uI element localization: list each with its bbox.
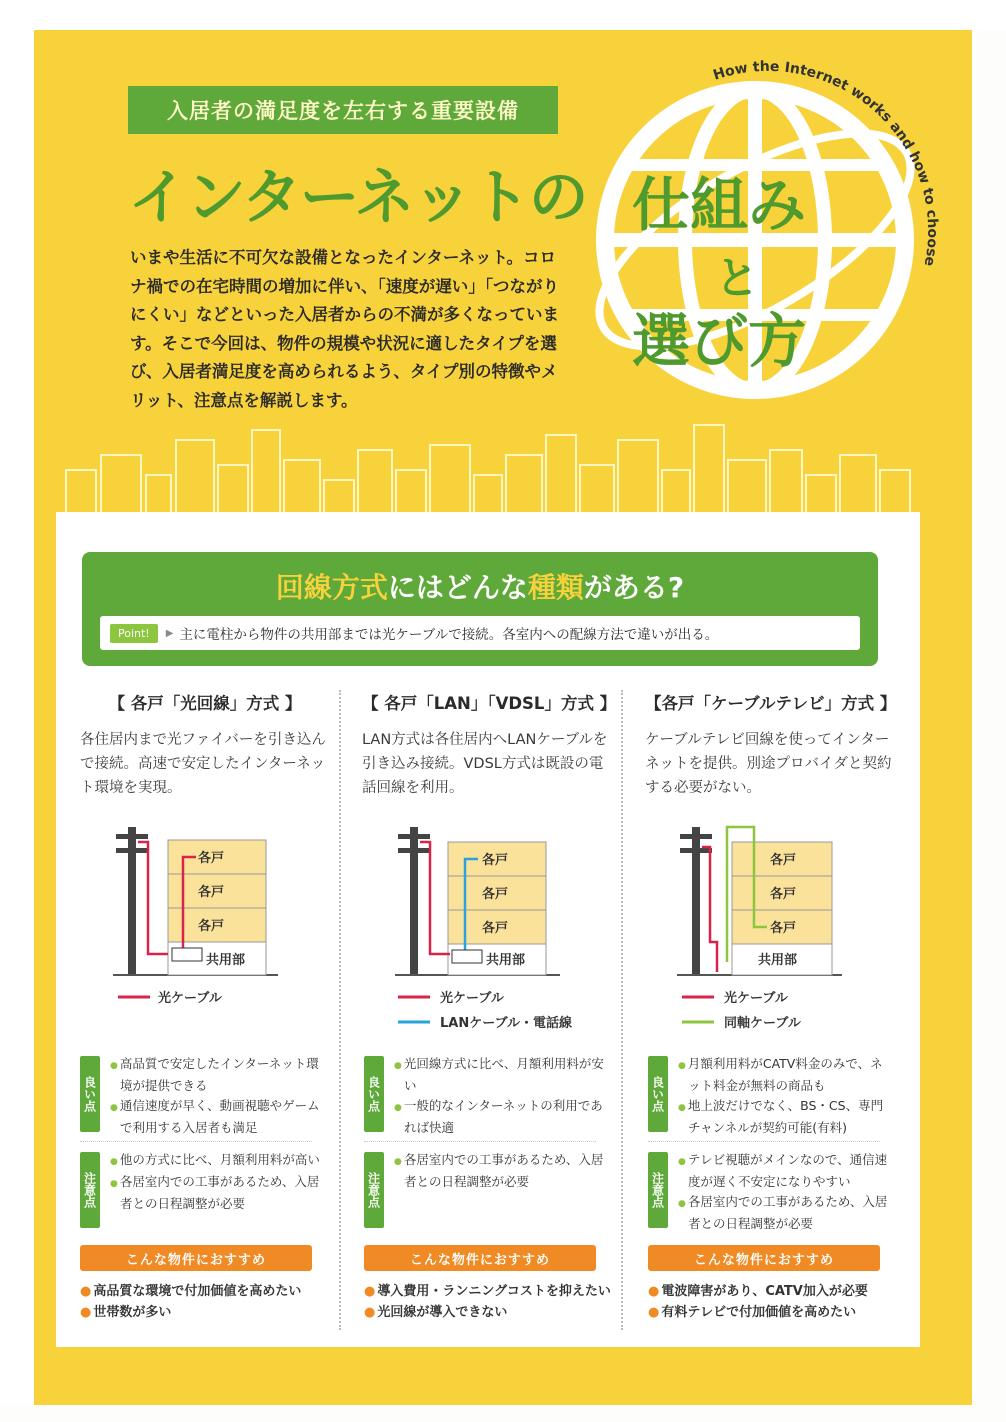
main-title: インターネットの bbox=[128, 163, 587, 233]
recommend-item: ● 有料テレビで付加価値を高めたい bbox=[648, 1302, 868, 1323]
caution-points-fiber bbox=[80, 1150, 320, 1214]
section-header bbox=[82, 552, 878, 666]
floor-label: 各戸 bbox=[770, 921, 797, 936]
good-tag: 良い点 bbox=[648, 1056, 668, 1132]
floor-label: 各戸 bbox=[482, 853, 509, 868]
floor-label: 各戸 bbox=[198, 885, 225, 900]
caution-point: ● テレビ視聴がメインなので、通信速度が遅く不安定になりやすい bbox=[678, 1150, 888, 1192]
floor-label: 各戸 bbox=[770, 887, 797, 902]
column-description: ケーブルテレビ回線を使ってインターネットを提供。別途プロバイダと契約する必要がない。 bbox=[645, 732, 892, 796]
caution-point: ● 各居室内での工事があるため、入居者との日程調整が必要 bbox=[394, 1150, 604, 1192]
recommend-item: ● 光回線が導入できない bbox=[364, 1302, 611, 1323]
separator bbox=[364, 1141, 596, 1142]
city-skyline-decoration bbox=[56, 420, 920, 515]
common-area-label: 共用部 bbox=[758, 953, 798, 968]
legend-label: 光ケーブル bbox=[724, 991, 788, 1006]
caution-tag: 注意点 bbox=[364, 1152, 384, 1228]
caution-tag: 注意点 bbox=[80, 1152, 100, 1228]
good-point: ● 高品質で安定したインターネット環境が提供できる bbox=[110, 1054, 320, 1096]
recommend-bar: こんな物件におすすめ bbox=[648, 1245, 880, 1271]
floor-label: 各戸 bbox=[198, 919, 225, 934]
section-title bbox=[82, 566, 878, 606]
good-points-fiber bbox=[80, 1054, 320, 1138]
recommend-list bbox=[80, 1281, 301, 1323]
separator bbox=[648, 1141, 880, 1142]
good-points-lan bbox=[364, 1054, 604, 1138]
intro-paragraph: いまや生活に不可欠な設備となったインターネット。コロナ禍での在宅時間の増加に伴い、「速度が遅い」「つながりにくい」などといった入居者からの不満が多くなっています。そこで今回は、物件の規模や状況に適したタイプを選び、入居者満足度を高められるよう、タイプ別の特徴やメリット、注意点を解説します。 bbox=[130, 248, 559, 410]
caution-points-lan bbox=[364, 1150, 604, 1208]
good-point: ● 通信速度が早く、動画視聴やゲームで利用する入居者も満足 bbox=[110, 1096, 320, 1138]
recommend-item: ● 高品質な環境で付加価値を高めたい bbox=[80, 1281, 301, 1302]
point-row bbox=[100, 616, 860, 650]
column-divider bbox=[621, 690, 623, 1330]
column-cable-tv bbox=[645, 690, 895, 800]
common-area-label: 共用部 bbox=[486, 953, 526, 968]
common-area-label: 共用部 bbox=[206, 953, 246, 968]
subtitle-text: 入居者の満足度を左右する重要設備 bbox=[167, 99, 519, 123]
caution-point: ● 各居室内での工事があるため、入居者との日程調整が必要 bbox=[110, 1172, 320, 1214]
point-text: 主に電柱から物件の共用部までは光ケーブルで接続。各室内への配線方法で違いが出る。 bbox=[179, 627, 719, 643]
side-title-2: と bbox=[715, 253, 759, 304]
good-tag: 良い点 bbox=[80, 1056, 100, 1132]
legend-label: 光ケーブル bbox=[158, 991, 222, 1006]
recommend-bar: こんな物件におすすめ bbox=[364, 1245, 596, 1271]
floor-label: 各戸 bbox=[482, 887, 509, 902]
recommend-item: ● 導入費用・ランニングコストを抑えたい bbox=[364, 1281, 611, 1302]
caution-point: ● 他の方式に比べ、月額利用料が高い bbox=[110, 1150, 320, 1172]
english-arc-text: How the Internet works and how to choose bbox=[711, 58, 941, 268]
section-title-highlight-2: 種類 bbox=[527, 571, 584, 604]
point-badge: Point! bbox=[110, 624, 158, 643]
left-margin bbox=[0, 30, 34, 1405]
legend-label: LANケーブル・電話線 bbox=[440, 1016, 573, 1031]
column-description: 各住居内まで光ファイバーを引き込んで接続。高速で安定したインターネット環境を実現。 bbox=[80, 732, 326, 796]
fiber-diagram bbox=[108, 822, 308, 1032]
good-points-catv bbox=[648, 1054, 888, 1138]
caution-tag: 注意点 bbox=[648, 1152, 668, 1228]
column-heading: 【各戸「ケーブルテレビ」方式 】 bbox=[645, 694, 897, 713]
separator bbox=[80, 1141, 312, 1142]
column-description: LAN方式は各住居内へLANケーブルを引き込み接続。VDSL方式は既設の電話回線を利用。 bbox=[362, 732, 608, 796]
legend-label: 同軸ケーブル bbox=[724, 1016, 801, 1031]
lan-diagram bbox=[390, 822, 610, 1032]
section-title-part-2: にはどんな bbox=[387, 571, 528, 604]
floor-label: 各戸 bbox=[198, 851, 225, 866]
good-point: ● 地上波だけでなく、BS・CS、専門チャンネルが契約可能(有料) bbox=[678, 1096, 888, 1138]
floor-label: 各戸 bbox=[770, 853, 797, 868]
subtitle-band bbox=[128, 86, 558, 134]
recommend-list bbox=[648, 1281, 868, 1323]
good-point: ● 一般的なインターネットの利用であれば快適 bbox=[394, 1096, 604, 1138]
column-divider bbox=[339, 690, 341, 1330]
top-margin bbox=[0, 0, 1006, 30]
good-point: ● 光回線方式に比べ、月額利用料が安い bbox=[394, 1054, 604, 1096]
column-fiber bbox=[80, 690, 330, 800]
good-tag: 良い点 bbox=[364, 1056, 384, 1132]
play-arrow-icon: ▶ bbox=[165, 627, 174, 639]
side-title-3: 選び方 bbox=[632, 307, 807, 375]
legend-label: 光ケーブル bbox=[440, 991, 504, 1006]
good-point: ● 月額利用料がCATV料金のみで、ネット料金が無料の商品も bbox=[678, 1054, 888, 1096]
side-title-1: 仕組み bbox=[632, 171, 807, 239]
recommend-item: ● 世帯数が多い bbox=[80, 1302, 301, 1323]
recommend-item: ● 電波障害があり、CATV加入が必要 bbox=[648, 1281, 868, 1302]
caution-point: ● 各居室内での工事があるため、入居者との日程調整が必要 bbox=[678, 1192, 888, 1234]
recommend-bar: こんな物件におすすめ bbox=[80, 1245, 312, 1271]
catv-diagram bbox=[672, 822, 892, 1032]
caution-points-catv bbox=[648, 1150, 888, 1234]
column-heading: 【 各戸「LAN」「VDSL」方式 】 bbox=[362, 694, 617, 713]
column-heading: 【 各戸「光回線」方式 】 bbox=[108, 694, 302, 713]
recommend-list bbox=[364, 1281, 611, 1323]
column-lan-vdsl bbox=[362, 690, 617, 800]
section-title-part-4: がある? bbox=[583, 571, 685, 604]
section-title-highlight-1: 回線方式 bbox=[275, 571, 388, 604]
floor-label: 各戸 bbox=[482, 921, 509, 936]
